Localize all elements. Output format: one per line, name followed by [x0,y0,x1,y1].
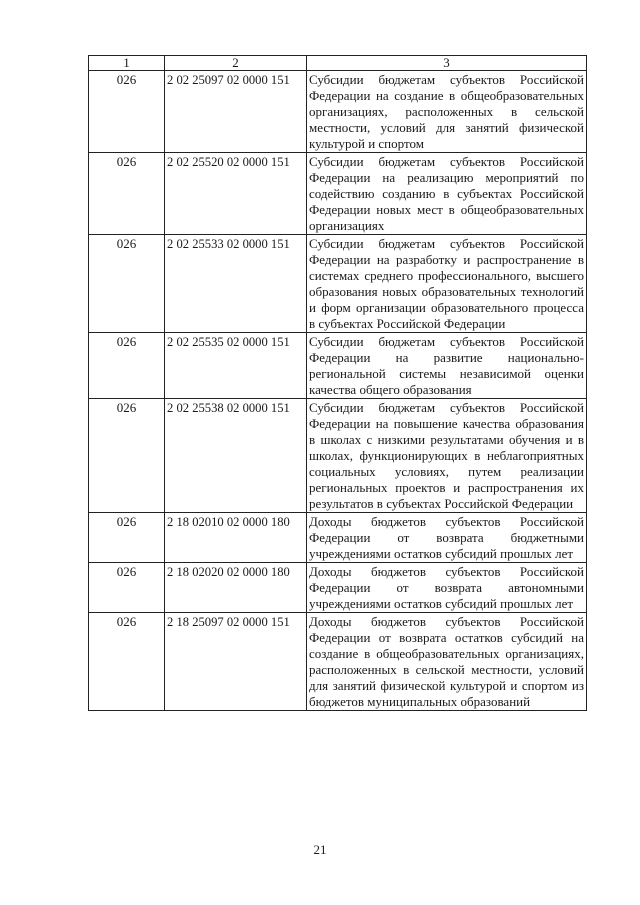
table-row [89,563,587,613]
admin-code-cell: 026 [89,613,165,711]
table-header-row [89,56,587,71]
budget-code-cell: 2 02 25097 02 0000 151 [165,71,307,153]
table-row [89,613,587,711]
admin-code-cell: 026 [89,563,165,613]
budget-code-cell: 2 18 02010 02 0000 180 [165,513,307,563]
table-row [89,333,587,399]
table-row [89,513,587,563]
table-row [89,153,587,235]
budget-code-cell: 2 18 25097 02 0000 151 [165,613,307,711]
admin-code-cell: 026 [89,333,165,399]
budget-code-cell: 2 02 25520 02 0000 151 [165,153,307,235]
admin-code-cell: 026 [89,513,165,563]
description-cell: Доходы бюджетов субъектов Российской Федерации от возврата автономными учреждениями остатков субсидий прошлых лет [307,563,587,613]
description-cell: Доходы бюджетов субъектов Российской Федерации от возврата бюджетными учреждениями остатков субсидий прошлых лет [307,513,587,563]
table-row [89,235,587,333]
admin-code-cell: 026 [89,235,165,333]
budget-code-cell: 2 18 02020 02 0000 180 [165,563,307,613]
description-cell: Субсидии бюджетам субъектов Российской Федерации на создание в общеобразовательных организациях, расположенных в сельской местности, условий для занятий физической культурой и спортом [307,71,587,153]
budget-code-cell: 2 02 25535 02 0000 151 [165,333,307,399]
description-cell: Доходы бюджетов субъектов Российской Федерации от возврата остатков субсидий на создание в общеобразовательных организациях, расположенных в сельской местности, условий для занятий физической культурой и спортом из бюджетов муниципальных образований [307,613,587,711]
description-cell: Субсидии бюджетам субъектов Российской Федерации на реализацию мероприятий по содействию созданию в субъектах Российской Федерации новых мест в общеобразовательных организациях [307,153,587,235]
table-row [89,71,587,153]
header-col-3: 3 [307,56,587,71]
admin-code-cell: 026 [89,71,165,153]
description-cell: Субсидии бюджетам субъектов Российской Федерации на повышение качества образования в школах с низкими результатами обучения и в школах, функционирующих в неблагоприятных социальных условиях, путем реализации региональных проектов и распространения их результатов в субъектах Российской Федерации [307,399,587,513]
header-col-1: 1 [89,56,165,71]
budget-code-cell: 2 02 25538 02 0000 151 [165,399,307,513]
admin-code-cell: 026 [89,153,165,235]
table-row [89,399,587,513]
header-col-2: 2 [165,56,307,71]
admin-code-cell: 026 [89,399,165,513]
budget-codes-table [88,55,587,711]
page-number: 21 [313,842,327,857]
budget-code-cell: 2 02 25533 02 0000 151 [165,235,307,333]
description-cell: Субсидии бюджетам субъектов Российской Федерации на развитие национально-региональной системы независимой оценки качества общего образования [307,333,587,399]
description-cell: Субсидии бюджетам субъектов Российской Федерации на разработку и распространение в системах среднего профессионального, высшего образования новых образовательных технологий и форм организации образовательного процесса в субъектах Российской Федерации [307,235,587,333]
